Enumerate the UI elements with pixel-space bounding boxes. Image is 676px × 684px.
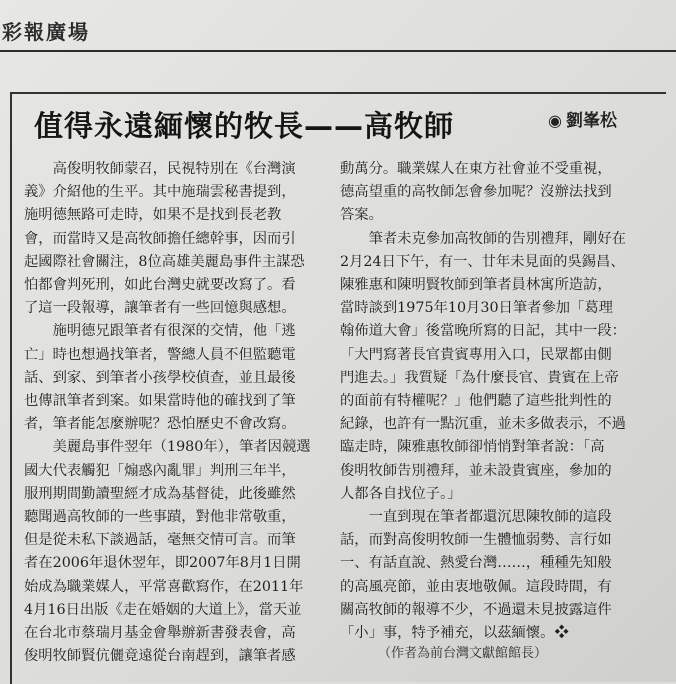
text-line: 俊明牧師賢伉儷竟遠從台南趕到，讓筆者感 — [24, 648, 296, 665]
circle-dot-icon: ◉ — [548, 111, 562, 130]
right-column — [340, 158, 656, 645]
text-line: 一、有話直說、熱愛台灣……，種種先知般 — [340, 555, 612, 572]
text-line: 紀錄，也許有一點沉重，並未多做表示，不過 — [340, 416, 626, 433]
text-line: 服刑期間勤讀聖經才成為基督徒，此後雖然 — [24, 485, 296, 502]
section-header: 彩報廣場 — [2, 20, 90, 44]
text-line: 的高風亮節，並由衷地敬佩。這段時間，有 — [340, 578, 612, 595]
text-line: 在台北市蔡瑞月基金會舉辦新書發表會，高 — [24, 625, 296, 642]
text-line: 施明德兄跟筆者有很深的交情，他「逃 — [24, 323, 296, 340]
text-line: 高俊明牧師蒙召，民視特別在《台灣演 — [24, 161, 296, 177]
left-column — [24, 158, 334, 668]
text-line: 話，而對高俊明牧師一生體恤弱勢、言行如 — [340, 532, 612, 549]
text-line: 當時談到1975年10月30日筆者參加「葛理 — [340, 300, 613, 317]
text-line: 俊明牧師告別禮拜，並未設貴賓座，參加的 — [340, 462, 612, 479]
text-line: 陳雅惠和陳明賢牧師到筆者員林寓所造訪， — [340, 277, 612, 294]
text-line: 答案。 — [340, 207, 383, 224]
text-line: 4月16日出版《走在婚姻的大道上》，當天並 — [24, 601, 302, 618]
text-line: 臨走時，陳雅惠牧師卻悄悄對筆者說：「高 — [340, 439, 605, 456]
text-line: 但是從未私下談過話，毫無交情可言。而筆 — [24, 532, 296, 549]
text-line: 筆者未克參加高牧師的告別禮拜，剛好在 — [340, 230, 626, 247]
text-line: 義》介紹他的生平。其中施瑞雲秘書提到， — [24, 184, 296, 201]
text-line: 了這一段報導，讓筆者有一些回憶與感想。 — [24, 300, 296, 317]
text-line: 怕都會判死刑，如此台灣史就要改寫了。看 — [24, 277, 296, 294]
text-line: 者，筆者能怎麼辦呢？恐怕歷史不會改寫。 — [24, 416, 296, 433]
text-line: 起國際社會關注，8位高雄美麗島事件主謀恐 — [24, 253, 305, 270]
header-rule — [0, 50, 676, 52]
text-line: 也傳訊筆者到案。如果當時他的確找到了筆 — [24, 393, 296, 410]
author-name: 劉峯松 — [565, 111, 617, 131]
text-line: 聽聞過高牧師的一些事蹟，對他非常敬重， — [24, 509, 296, 526]
text-line: 施明德無路可走時，如果不是找到長老教 — [24, 207, 282, 224]
text-line: 動萬分。職業媒人在東方社會並不受重視， — [340, 161, 612, 177]
text-line: 亡」時也想過找筆者，警總人員不但監聽電 — [24, 346, 296, 363]
author-note: （作者為前台灣文獻館館長） — [378, 646, 548, 661]
text-line: 的面前有特權呢？」他們聽了這些批判性的 — [340, 393, 612, 410]
text-line: 一直到現在筆者都還沉思陳牧師的這段 — [340, 509, 612, 526]
text-line: 德高望重的高牧師怎會參加呢？沒辦法找到 — [340, 184, 612, 201]
text-line: 人都各自找位子。」 — [340, 485, 462, 502]
text-line: 「小」事，特予補充，以茲緬懷。❖ — [340, 625, 569, 642]
text-line: 門進去。」我質疑「為什麼長官、貴賓在上帝 — [340, 369, 619, 386]
text-line: 會，而當時又是高牧師擔任總幹事，因而引 — [24, 230, 296, 247]
text-line: 始成為職業媒人，平常喜歡寫作，在2011年 — [24, 578, 304, 595]
author-byline — [548, 106, 617, 131]
text-line: 國大代表觸犯「煽惑內亂罪」判刑三年半， — [24, 462, 296, 479]
text-line: 翰佈道大會」後當晚所寫的日記，其中一段： — [340, 323, 626, 340]
text-line: 2月24日下午，有一、廿年未見面的吳錫昌、 — [340, 253, 625, 270]
article-title: 值得永遠緬懷的牧長——高牧師 — [34, 109, 455, 143]
text-line: 話、到家、到筆者小孩學校偵查，並且最後 — [24, 369, 296, 386]
text-line: 關高牧師的報導不少，不過還未見披露這件 — [340, 601, 612, 618]
text-line: 美麗島事件翌年（1980年），筆者因競選 — [24, 439, 311, 456]
text-line: 「大門寫著長官貴賓專用入口，民眾都由側 — [340, 346, 612, 363]
text-line: 者在2006年退休翌年，即2007年8月1日開 — [24, 555, 301, 572]
